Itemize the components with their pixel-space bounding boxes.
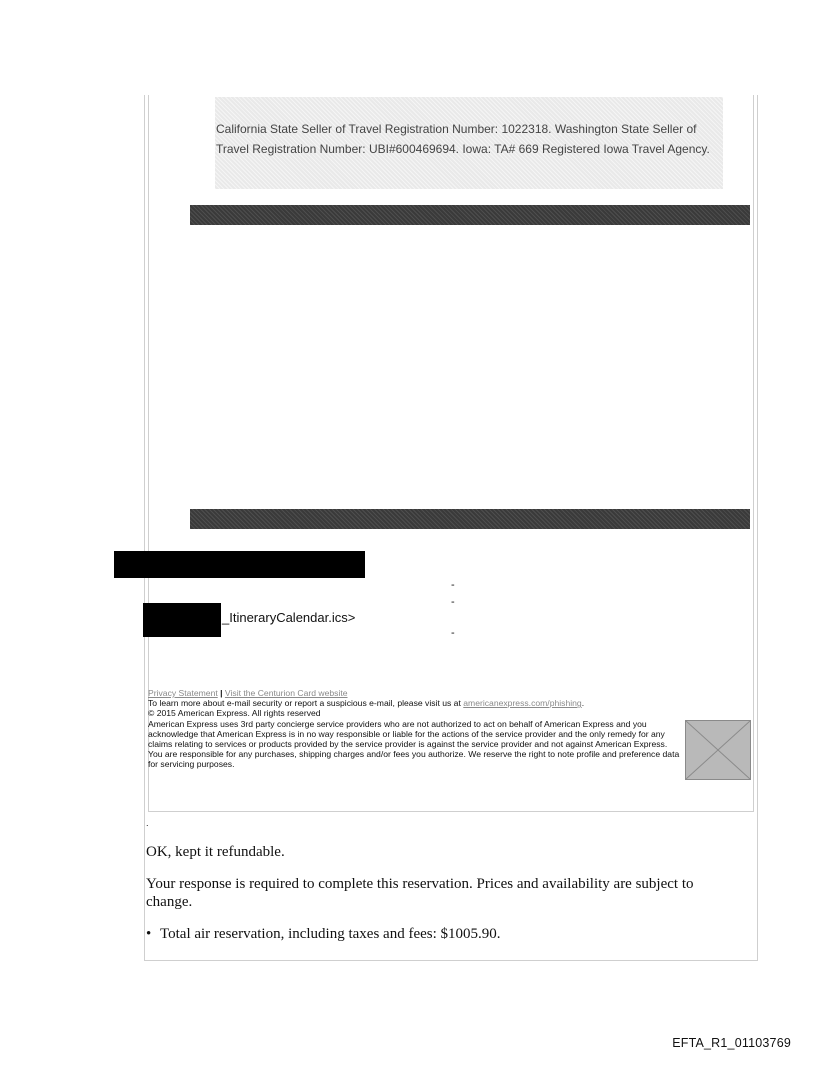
centurion-card-link[interactable]: Visit the Centurion Card website: [224, 688, 348, 698]
attachment-dash-2: -: [451, 596, 455, 608]
bullet-marker: •: [146, 926, 152, 942]
security-notice: [148, 698, 680, 708]
reply-bullet-item: [146, 925, 501, 943]
seller-registration-text: California State Seller of Travel Registration Number: 1022318. Washington State Seller of Travel Registration Number: UBI#600469694. Iowa: TA# 669 Registered Iowa Travel Agency.: [216, 122, 710, 156]
privacy-statement-link[interactable]: Privacy Statement: [148, 688, 218, 698]
section-divider-bottom: [190, 509, 750, 529]
email-footer: [148, 688, 680, 770]
security-notice-end: .: [581, 698, 585, 709]
inner-frame-right: [753, 95, 754, 811]
document-id: EFTA_R1_01103769: [672, 1036, 791, 1050]
phishing-link[interactable]: americanexpress.com/phishing: [463, 698, 582, 709]
reservation-total-text: Total air reservation, including taxes and fees: $1005.90.: [160, 926, 501, 942]
footer-links-row: [148, 688, 680, 698]
image-placeholder-icon: [686, 721, 750, 779]
inner-frame-bottom: [148, 811, 754, 812]
redaction-block-1: [114, 551, 365, 578]
attachment-dash-3: -: [451, 627, 455, 639]
broken-image-placeholder: [685, 720, 751, 780]
attachment-filename[interactable]: _ItineraryCalendar.ics>: [222, 610, 356, 625]
section-divider-top: [190, 205, 750, 225]
outer-frame-left: [144, 95, 145, 961]
security-notice-text: To learn more about e-mail security or report a suspicious e-mail, please visit us at: [148, 698, 461, 709]
attachment-dash-1: -: [451, 579, 455, 591]
outer-frame-bottom: [144, 960, 758, 961]
disclaimer-text: American Express uses 3rd party concierge service providers who are not authorized to act on behalf of American Express and you acknowledge that American Express is in no way responsible or liable for the actions of the service provider and the only remedy for any claims relating to services or products provided by the service provider is against the service provider and not against American Express. You are responsible for any purchases, shipping charges and/or fees you authorize. We reserve the right to note profile and preference data for servicing purposes.: [148, 718, 680, 770]
redaction-block-2: [143, 603, 221, 637]
reply-line-1: OK, kept it refundable.: [146, 844, 285, 860]
seller-registration-box: [215, 97, 723, 189]
reply-line-2: Your response is required to complete this reservation. Prices and availability are subject to change.: [146, 876, 694, 910]
copyright-text: © 2015 American Express. All rights reserved: [148, 708, 321, 719]
outer-frame-right: [757, 95, 758, 961]
stray-dot: .: [146, 818, 149, 828]
footer-link-separator: |: [220, 688, 223, 698]
